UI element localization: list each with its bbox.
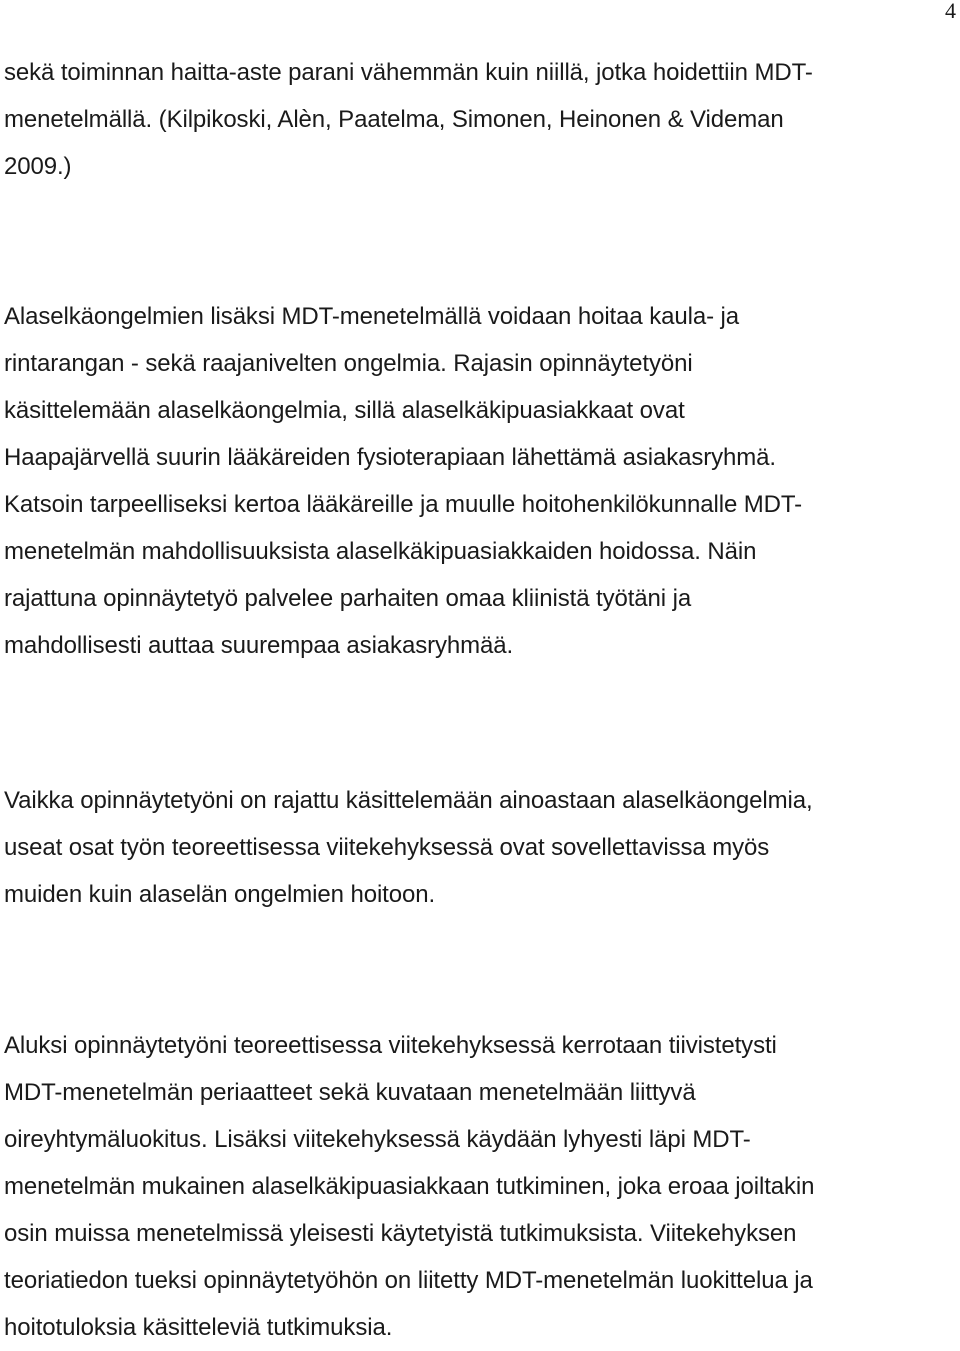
text-line: useat osat työn teoreettisessa viitekehyksessä ovat sovellettavissa myös: [4, 834, 770, 861]
text-line: menetelmän mukainen alaselkäkipuasiakkaan tutkiminen, joka eroaa joiltakin: [4, 1173, 815, 1200]
text-line: osin muissa menetelmissä yleisesti käytetyistä tutkimuksista. Viitekehyksen: [4, 1220, 797, 1247]
text-line: MDT-menetelmän periaatteet sekä kuvataan menetelmään liittyvä: [4, 1079, 696, 1106]
text-line: sekä toiminnan haitta-aste parani vähemmän kuin niillä, jotka hoidettiin MDT-: [4, 59, 813, 86]
text-line: hoitotuloksia käsitteleviä tutkimuksia.: [4, 1314, 393, 1341]
page-number: 4: [945, 0, 956, 23]
text-line: Haapajärvellä suurin lääkäreiden fysioterapiaan lähettämä asiakasryhmä.: [4, 444, 776, 471]
text-line: teoriatiedon tueksi opinnäytetyöhön on liitetty MDT-menetelmän luokittelua ja: [4, 1267, 813, 1294]
text-line: rajattuna opinnäytetyö palvelee parhaiten omaa kliinistä työtäni ja: [4, 585, 692, 612]
paragraph-1: [4, 49, 954, 190]
text-line: oireyhtymäluokitus. Lisäksi viitekehyksessä käydään lyhyesti läpi MDT-: [4, 1126, 751, 1153]
text-line: Katsoin tarpeelliseksi kertoa lääkäreille ja muulle hoitohenkilökunnalle MDT-: [4, 491, 803, 518]
text-line: Vaikka opinnäytetyöni on rajattu käsittelemään ainoastaan alaselkäongelmia,: [4, 787, 813, 814]
text-line: käsittelemään alaselkäongelmia, sillä alaselkäkipuasiakkaat ovat: [4, 397, 685, 424]
text-line: menetelmällä. (Kilpikoski, Alèn, Paatelma, Simonen, Heinonen & Videman: [4, 106, 784, 133]
paragraph-3: [4, 777, 954, 918]
text-line: Alaselkäongelmien lisäksi MDT-menetelmällä voidaan hoitaa kaula- ja: [4, 303, 740, 330]
paragraph-2: [4, 293, 954, 669]
text-line: Aluksi opinnäytetyöni teoreettisessa viitekehyksessä kerrotaan tiivistetysti: [4, 1032, 777, 1059]
paragraph-4: [4, 1022, 954, 1351]
text-line: rintarangan - sekä raajanivelten ongelmia. Rajasin opinnäytetyöni: [4, 350, 693, 377]
text-line: muiden kuin alaselän ongelmien hoitoon.: [4, 881, 436, 908]
text-line: menetelmän mahdollisuuksista alaselkäkipuasiakkaiden hoidossa. Näin: [4, 538, 757, 565]
text-line: 2009.): [4, 153, 72, 180]
text-line: mahdollisesti auttaa suurempaa asiakasryhmää.: [4, 632, 514, 659]
